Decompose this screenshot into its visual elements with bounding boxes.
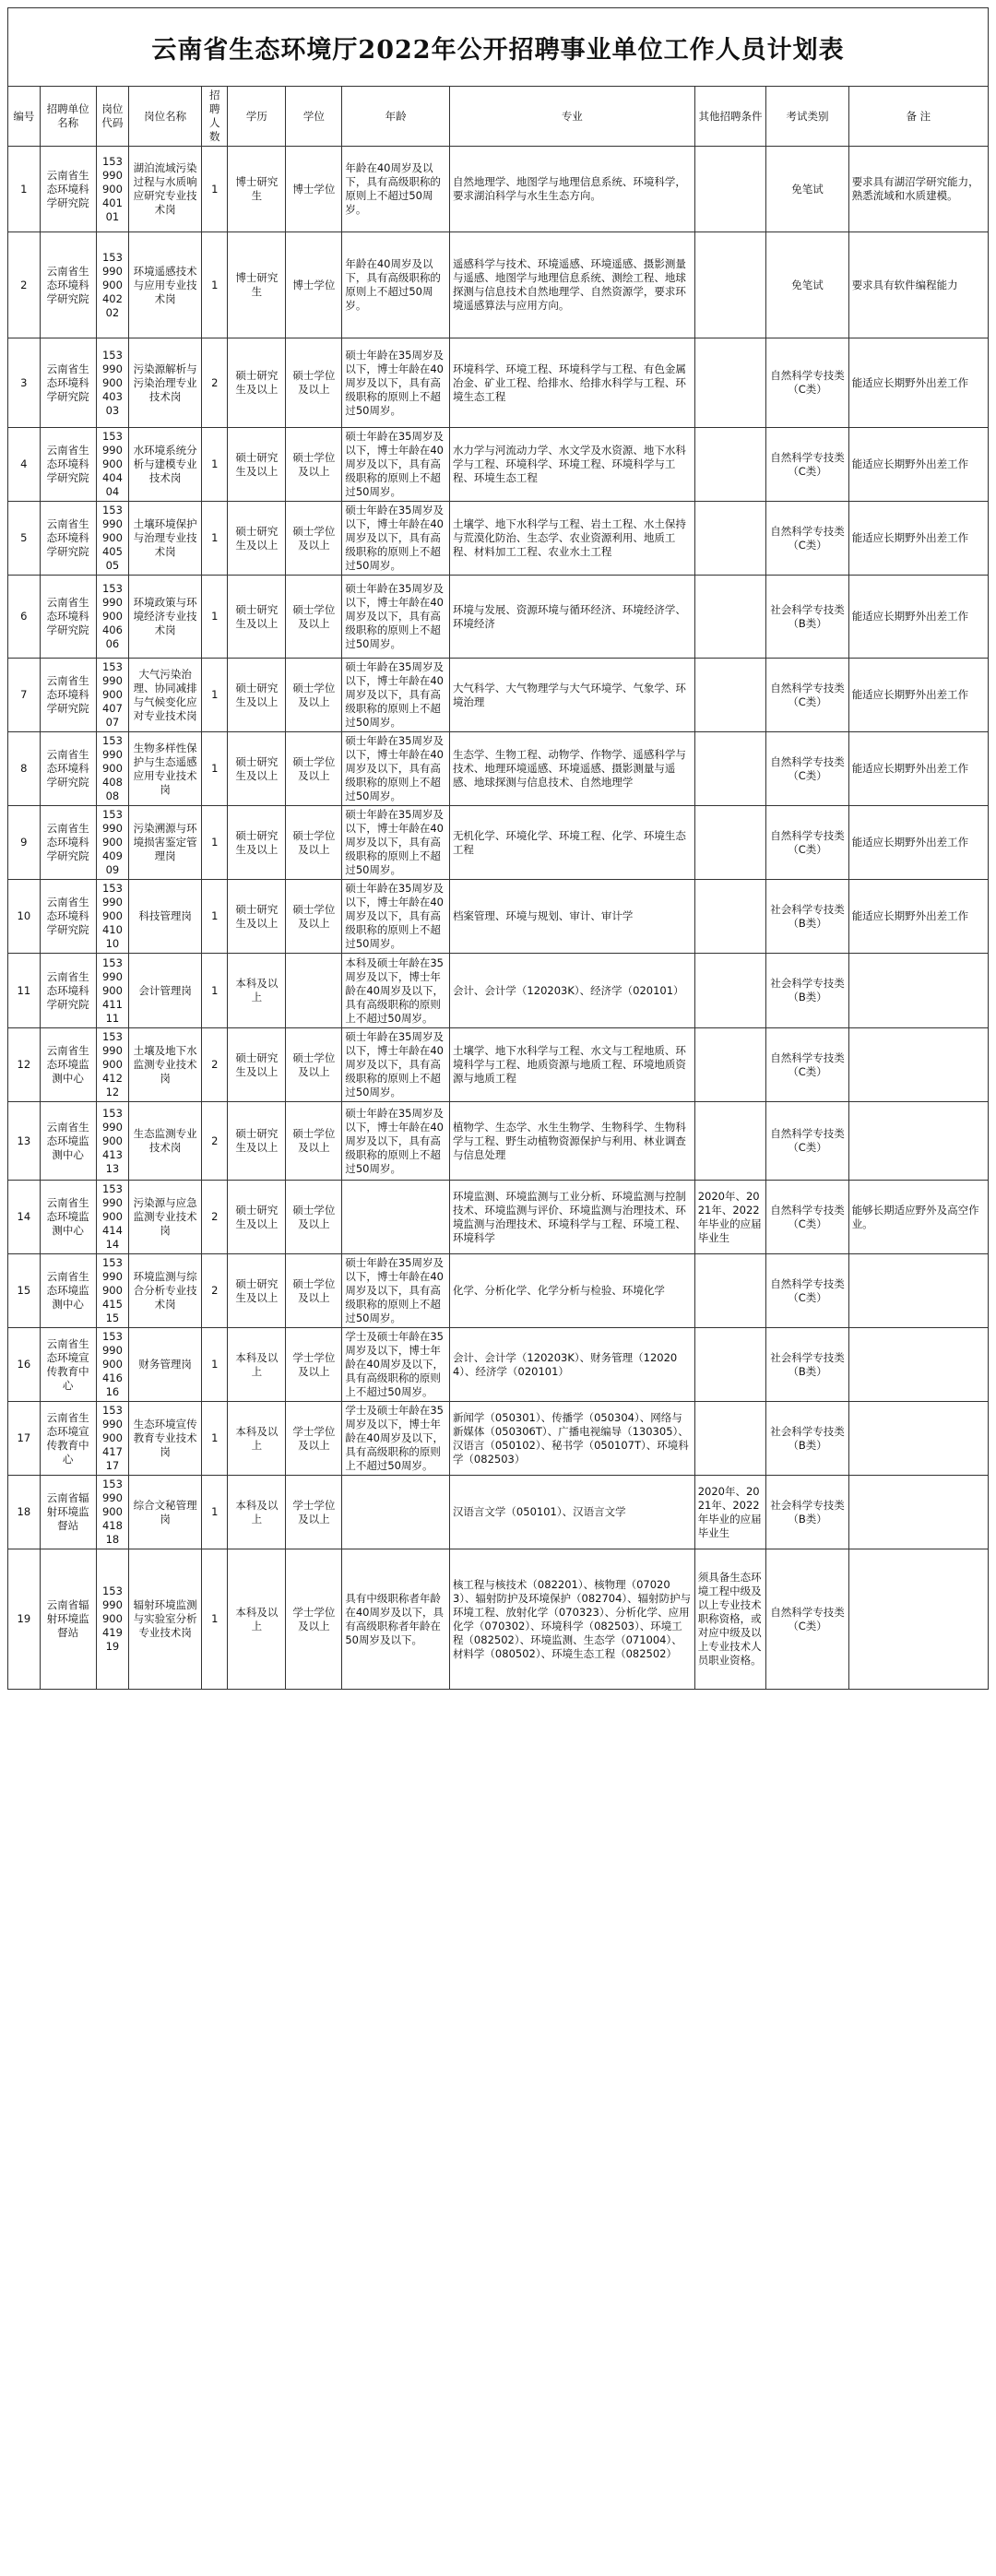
cell-num: 1 — [202, 576, 228, 659]
cell-unit: 云南省生态环境科学研究院 — [40, 576, 96, 659]
cell-exam: 自然科学专技类（C类） — [766, 1028, 848, 1102]
cell-id: 8 — [8, 732, 41, 806]
cell-education: 硕士研究生及以上 — [228, 338, 286, 428]
cell-other — [694, 1028, 766, 1102]
cell-code: 15399090040202 — [96, 232, 129, 338]
cell-age — [342, 1181, 450, 1254]
cell-code: 15399090040404 — [96, 428, 129, 502]
cell-note — [848, 1476, 988, 1549]
cell-degree: 硕士学位及以上 — [286, 1102, 342, 1181]
cell-age: 学士及硕士年龄在35周岁及以下，博士年龄在40周岁及以下，具有高级职称的原则上不超过50周岁。 — [342, 1328, 450, 1402]
cell-other — [694, 1102, 766, 1181]
cell-age: 硕士年龄在35周岁及以下，博士年龄在40周岁及以下，具有高级职称的原则上不超过50周岁。 — [342, 502, 450, 576]
cell-num: 1 — [202, 428, 228, 502]
table-row — [8, 1328, 989, 1402]
recruitment-plan-table — [7, 86, 989, 1690]
header-degree: 学位 — [286, 87, 342, 147]
cell-unit: 云南省生态环境科学研究院 — [40, 880, 96, 954]
cell-code: 15399090041313 — [96, 1102, 129, 1181]
cell-post: 污染源解析与污染治理专业技术岗 — [129, 338, 202, 428]
cell-other: 2020年、2021年、2022年毕业的应届毕业生 — [694, 1476, 766, 1549]
cell-unit: 云南省生态环境科学研究院 — [40, 338, 96, 428]
cell-education: 硕士研究生及以上 — [228, 502, 286, 576]
cell-major: 土壤学、地下水科学与工程、岩土工程、水土保持与荒漠化防治、生态学、农业资源利用、地质工程、材料加工工程、农业水土工程 — [449, 502, 694, 576]
cell-unit: 云南省生态环境监测中心 — [40, 1028, 96, 1102]
cell-age: 本科及硕士年龄在35周岁及以下，博士年龄在40周岁及以下，具有高级职称的原则上不超过50周岁。 — [342, 954, 450, 1028]
cell-code: 15399090040606 — [96, 576, 129, 659]
cell-degree: 硕士学位及以上 — [286, 1028, 342, 1102]
table-body — [8, 147, 989, 1690]
cell-id: 3 — [8, 338, 41, 428]
cell-other — [694, 880, 766, 954]
cell-note: 能适应长期野外出差工作 — [848, 338, 988, 428]
cell-major: 档案管理、环境与规划、审计、审计学 — [449, 880, 694, 954]
cell-id: 11 — [8, 954, 41, 1028]
cell-note: 能够长期适应野外及高空作业。 — [848, 1181, 988, 1254]
cell-code: 15399090041616 — [96, 1328, 129, 1402]
cell-major: 植物学、生态学、水生生物学、生物科学、生物科学与工程、野生动植物资源保护与利用、林业调查与信息处理 — [449, 1102, 694, 1181]
cell-age: 学士及硕士年龄在35周岁及以下，博士年龄在40周岁及以下，具有高级职称的原则上不超过50周岁。 — [342, 1402, 450, 1476]
cell-exam: 自然科学专技类（C类） — [766, 502, 848, 576]
cell-degree: 博士学位 — [286, 147, 342, 232]
cell-num: 1 — [202, 659, 228, 732]
cell-age: 硕士年龄在35周岁及以下，博士年龄在40周岁及以下，具有高级职称的原则上不超过50周岁。 — [342, 428, 450, 502]
cell-id: 9 — [8, 806, 41, 880]
cell-note: 能适应长期野外出差工作 — [848, 880, 988, 954]
cell-id: 17 — [8, 1402, 41, 1476]
cell-age: 硕士年龄在35周岁及以下，博士年龄在40周岁及以下，具有高级职称的原则上不超过50周岁。 — [342, 806, 450, 880]
cell-num: 2 — [202, 1181, 228, 1254]
table-row — [8, 1181, 989, 1254]
cell-exam: 自然科学专技类（C类） — [766, 806, 848, 880]
cell-education: 硕士研究生及以上 — [228, 1254, 286, 1328]
cell-post: 环境政策与环境经济专业技术岗 — [129, 576, 202, 659]
cell-exam: 社会科学专技类（B类） — [766, 576, 848, 659]
cell-num: 2 — [202, 1102, 228, 1181]
cell-degree: 学士学位及以上 — [286, 1328, 342, 1402]
table-row — [8, 428, 989, 502]
cell-num: 2 — [202, 338, 228, 428]
table-row — [8, 502, 989, 576]
cell-code: 15399090041717 — [96, 1402, 129, 1476]
cell-id: 14 — [8, 1181, 41, 1254]
cell-degree: 学士学位及以上 — [286, 1549, 342, 1690]
cell-note: 能适应长期野外出差工作 — [848, 428, 988, 502]
cell-education: 硕士研究生及以上 — [228, 1028, 286, 1102]
cell-major: 自然地理学、地图学与地理信息系统、环境科学，要求湖泊科学与水生生态方向。 — [449, 147, 694, 232]
cell-note: 要求具有湖沼学研究能力，熟悉流域和水质建模。 — [848, 147, 988, 232]
cell-education: 硕士研究生及以上 — [228, 576, 286, 659]
cell-post: 财务管理岗 — [129, 1328, 202, 1402]
cell-unit: 云南省生态环境科学研究院 — [40, 954, 96, 1028]
cell-code: 15399090041515 — [96, 1254, 129, 1328]
cell-code: 15399090040707 — [96, 659, 129, 732]
cell-id: 19 — [8, 1549, 41, 1690]
cell-code: 15399090041111 — [96, 954, 129, 1028]
cell-age: 硕士年龄在35周岁及以下，博士年龄在40周岁及以下，具有高级职称的原则上不超过50周岁。 — [342, 1028, 450, 1102]
table-row — [8, 1476, 989, 1549]
table-row — [8, 147, 989, 232]
cell-other — [694, 806, 766, 880]
cell-note: 能适应长期野外出差工作 — [848, 576, 988, 659]
cell-education: 博士研究生 — [228, 232, 286, 338]
cell-code: 15399090040808 — [96, 732, 129, 806]
table-row — [8, 1254, 989, 1328]
cell-note — [848, 1028, 988, 1102]
cell-other — [694, 1402, 766, 1476]
cell-major: 遥感科学与技术、环境遥感、环境遥感、摄影测量与遥感、地图学与地理信息系统、测绘工程、地球探测与信息技术自然地理学、自然资源学，要求环境遥感算法与应用方向。 — [449, 232, 694, 338]
cell-post: 大气污染治理、协同减排与气候变化应对专业技术岗 — [129, 659, 202, 732]
cell-note — [848, 1328, 988, 1402]
cell-unit: 云南省生态环境监测中心 — [40, 1254, 96, 1328]
table-row — [8, 1402, 989, 1476]
table-row — [8, 576, 989, 659]
cell-post: 环境遥感技术与应用专业技术岗 — [129, 232, 202, 338]
cell-degree: 硕士学位及以上 — [286, 502, 342, 576]
cell-unit: 云南省生态环境监测中心 — [40, 1181, 96, 1254]
cell-age: 硕士年龄在35周岁及以下，博士年龄在40周岁及以下，具有高级职称的原则上不超过50周岁。 — [342, 659, 450, 732]
cell-major: 核工程与核技术（082201）、核物理（070203）、辐射防护及环境保护（082704）、辐射防护与环境工程、放射化学（070323）、分析化学、应用化学（070302）、环境科学（082503）、环境工程（082502）、环境监测、生态学（071004）、材料学（080502）、环境生态工程（082502） — [449, 1549, 694, 1690]
cell-major: 环境与发展、资源环境与循环经济、环境经济学、环境经济 — [449, 576, 694, 659]
cell-degree: 硕士学位及以上 — [286, 659, 342, 732]
table-row — [8, 880, 989, 954]
cell-post: 污染源与应急监测专业技术岗 — [129, 1181, 202, 1254]
cell-unit: 云南省生态环境宣传教育中心 — [40, 1328, 96, 1402]
cell-age — [342, 1476, 450, 1549]
cell-major: 汉语言文学（050101）、汉语言文学 — [449, 1476, 694, 1549]
cell-degree: 硕士学位及以上 — [286, 880, 342, 954]
header-num: 招聘人数 — [202, 87, 228, 147]
cell-code: 15399090041919 — [96, 1549, 129, 1690]
cell-num: 1 — [202, 1328, 228, 1402]
cell-note — [848, 954, 988, 1028]
cell-degree: 硕士学位及以上 — [286, 732, 342, 806]
cell-age: 硕士年龄在35周岁及以下，博士年龄在40周岁及以下，具有高级职称的原则上不超过50周岁。 — [342, 338, 450, 428]
cell-post: 生物多样性保护与生态遥感应用专业技术岗 — [129, 732, 202, 806]
cell-exam: 社会科学专技类（B类） — [766, 1328, 848, 1402]
cell-age: 硕士年龄在35周岁及以下，博士年龄在40周岁及以下，具有高级职称的原则上不超过50周岁。 — [342, 1254, 450, 1328]
cell-num: 1 — [202, 1402, 228, 1476]
cell-education: 硕士研究生及以上 — [228, 659, 286, 732]
cell-other — [694, 1254, 766, 1328]
cell-education: 本科及以上 — [228, 1402, 286, 1476]
cell-exam: 免笔试 — [766, 232, 848, 338]
header-major: 专业 — [449, 87, 694, 147]
cell-id: 4 — [8, 428, 41, 502]
cell-post: 土壤及地下水监测专业技术岗 — [129, 1028, 202, 1102]
cell-code: 15399090041212 — [96, 1028, 129, 1102]
cell-degree: 硕士学位及以上 — [286, 338, 342, 428]
cell-major: 会计、会计学（120203K）、经济学（020101） — [449, 954, 694, 1028]
cell-major: 新闻学（050301）、传播学（050304）、网络与新媒体（050306T）、广播电视编导（130305）、汉语言（050102）、秘书学（050107T）、环境科学（082503） — [449, 1402, 694, 1476]
cell-num: 1 — [202, 732, 228, 806]
cell-degree: 学士学位及以上 — [286, 1476, 342, 1549]
cell-id: 2 — [8, 232, 41, 338]
cell-exam: 自然科学专技类（C类） — [766, 1549, 848, 1690]
cell-major: 会计、会计学（120203K）、财务管理（120204）、经济学（020101） — [449, 1328, 694, 1402]
cell-post: 环境监测与综合分析专业技术岗 — [129, 1254, 202, 1328]
cell-post: 生态监测专业技术岗 — [129, 1102, 202, 1181]
cell-num: 2 — [202, 1028, 228, 1102]
cell-id: 10 — [8, 880, 41, 954]
cell-major: 大气科学、大气物理学与大气环境学、气象学、环境治理 — [449, 659, 694, 732]
cell-code: 15399090040303 — [96, 338, 129, 428]
cell-post: 水环境系统分析与建模专业技术岗 — [129, 428, 202, 502]
cell-age: 年龄在40周岁及以下，具有高级职称的原则上不超过50周岁。 — [342, 232, 450, 338]
cell-age: 年龄在40周岁及以下，具有高级职称的原则上不超过50周岁。 — [342, 147, 450, 232]
cell-age: 硕士年龄在35周岁及以下，博士年龄在40周岁及以下，具有高级职称的原则上不超过50周岁。 — [342, 732, 450, 806]
cell-education: 博士研究生 — [228, 147, 286, 232]
cell-major: 水力学与河流动力学、水文学及水资源、地下水科学与工程、环境科学、环境工程、环境科学与工程、环境生态工程 — [449, 428, 694, 502]
cell-education: 本科及以上 — [228, 1549, 286, 1690]
cell-post: 会计管理岗 — [129, 954, 202, 1028]
cell-id: 12 — [8, 1028, 41, 1102]
table-row — [8, 1028, 989, 1102]
header-id: 编号 — [8, 87, 41, 147]
cell-note: 能适应长期野外出差工作 — [848, 659, 988, 732]
cell-major: 环境监测、环境监测与工业分析、环境监测与控制技术、环境监测与评价、环境监测与治理技术、环境监测与治理技术、环境科学与工程、环境工程、环境科学 — [449, 1181, 694, 1254]
cell-exam: 社会科学专技类（B类） — [766, 1402, 848, 1476]
cell-education: 本科及以上 — [228, 1476, 286, 1549]
table-row — [8, 232, 989, 338]
cell-exam: 社会科学专技类（B类） — [766, 1476, 848, 1549]
cell-other — [694, 576, 766, 659]
document-page — [7, 7, 989, 1690]
table-row — [8, 954, 989, 1028]
cell-code: 15399090041010 — [96, 880, 129, 954]
cell-education: 硕士研究生及以上 — [228, 806, 286, 880]
cell-education: 硕士研究生及以上 — [228, 428, 286, 502]
cell-degree: 硕士学位及以上 — [286, 806, 342, 880]
cell-num: 1 — [202, 880, 228, 954]
cell-post: 辐射环境监测与实验室分析专业技术岗 — [129, 1549, 202, 1690]
header-education: 学历 — [228, 87, 286, 147]
cell-note: 能适应长期野外出差工作 — [848, 502, 988, 576]
cell-other: 2020年、2021年、2022年毕业的应届毕业生 — [694, 1181, 766, 1254]
cell-degree: 学士学位及以上 — [286, 1402, 342, 1476]
table-row — [8, 1549, 989, 1690]
cell-num: 1 — [202, 806, 228, 880]
cell-note: 要求具有软件编程能力 — [848, 232, 988, 338]
cell-num: 1 — [202, 502, 228, 576]
cell-unit: 云南省生态环境科学研究院 — [40, 232, 96, 338]
cell-code: 15399090040505 — [96, 502, 129, 576]
cell-post: 生态环境宣传教育专业技术岗 — [129, 1402, 202, 1476]
cell-num: 1 — [202, 1549, 228, 1690]
cell-degree: 硕士学位及以上 — [286, 1254, 342, 1328]
cell-major: 生态学、生物工程、动物学、作物学、遥感科学与技术、地理环境遥感、环境遥感、摄影测量与遥感、地球探测与信息技术、自然地理学 — [449, 732, 694, 806]
cell-exam: 自然科学专技类（C类） — [766, 1102, 848, 1181]
cell-other — [694, 1328, 766, 1402]
table-row — [8, 806, 989, 880]
cell-note: 能适应长期野外出差工作 — [848, 732, 988, 806]
cell-major: 无机化学、环境化学、环境工程、化学、环境生态工程 — [449, 806, 694, 880]
cell-major: 环境科学、环境工程、环境科学与工程、有色金属冶金、矿业工程、给排水、给排水科学与工程、环境生态工程 — [449, 338, 694, 428]
cell-unit: 云南省辐射环境监督站 — [40, 1476, 96, 1549]
cell-id: 5 — [8, 502, 41, 576]
cell-post: 污染溯源与环境损害鉴定管理岗 — [129, 806, 202, 880]
cell-exam: 自然科学专技类（C类） — [766, 732, 848, 806]
cell-degree: 硕士学位及以上 — [286, 1181, 342, 1254]
header-exam: 考试类别 — [766, 87, 848, 147]
header-note: 备 注 — [848, 87, 988, 147]
cell-degree: 博士学位 — [286, 232, 342, 338]
cell-exam: 自然科学专技类（C类） — [766, 338, 848, 428]
cell-other — [694, 732, 766, 806]
header-age: 年龄 — [342, 87, 450, 147]
cell-code: 15399090040101 — [96, 147, 129, 232]
cell-exam: 社会科学专技类（B类） — [766, 954, 848, 1028]
cell-degree: 硕士学位及以上 — [286, 428, 342, 502]
cell-unit: 云南省生态环境监测中心 — [40, 1102, 96, 1181]
cell-major: 化学、分析化学、化学分析与检验、环境化学 — [449, 1254, 694, 1328]
cell-unit: 云南省生态环境科学研究院 — [40, 147, 96, 232]
header-unit: 招聘单位名称 — [40, 87, 96, 147]
cell-code: 15399090040909 — [96, 806, 129, 880]
cell-num: 1 — [202, 147, 228, 232]
table-row — [8, 338, 989, 428]
table-row — [8, 732, 989, 806]
cell-unit: 云南省生态环境科学研究院 — [40, 428, 96, 502]
cell-age: 具有中级职称者年龄在40周岁及以下，具有高级职称者年龄在50周岁及以下。 — [342, 1549, 450, 1690]
cell-age: 硕士年龄在35周岁及以下，博士年龄在40周岁及以下，具有高级职称的原则上不超过50周岁。 — [342, 576, 450, 659]
header-row — [8, 87, 989, 147]
cell-id: 16 — [8, 1328, 41, 1402]
cell-note — [848, 1254, 988, 1328]
table-row — [8, 659, 989, 732]
cell-exam: 自然科学专技类（C类） — [766, 428, 848, 502]
cell-exam: 自然科学专技类（C类） — [766, 1254, 848, 1328]
cell-other — [694, 147, 766, 232]
document-title: 云南省生态环境厅2022年公开招聘事业单位工作人员计划表 — [7, 7, 989, 86]
cell-other — [694, 954, 766, 1028]
cell-note — [848, 1549, 988, 1690]
cell-unit: 云南省生态环境科学研究院 — [40, 659, 96, 732]
cell-major: 土壤学、地下水科学与工程、水文与工程地质、环境科学与工程、地质资源与地质工程、环境地质资源与地质工程 — [449, 1028, 694, 1102]
cell-id: 15 — [8, 1254, 41, 1328]
cell-education: 硕士研究生及以上 — [228, 1102, 286, 1181]
cell-unit: 云南省生态环境宣传教育中心 — [40, 1402, 96, 1476]
cell-id: 6 — [8, 576, 41, 659]
cell-post: 综合文秘管理岗 — [129, 1476, 202, 1549]
header-other: 其他招聘条件 — [694, 87, 766, 147]
cell-id: 13 — [8, 1102, 41, 1181]
cell-post: 土壤环境保护与治理专业技术岗 — [129, 502, 202, 576]
cell-note: 能适应长期野外出差工作 — [848, 806, 988, 880]
table-row — [8, 1102, 989, 1181]
cell-code: 15399090041414 — [96, 1181, 129, 1254]
table-header — [8, 87, 989, 147]
cell-exam: 自然科学专技类（C类） — [766, 1181, 848, 1254]
cell-age: 硕士年龄在35周岁及以下，博士年龄在40周岁及以下，具有高级职称的原则上不超过50周岁。 — [342, 1102, 450, 1181]
cell-unit: 云南省生态环境科学研究院 — [40, 806, 96, 880]
cell-num: 2 — [202, 1254, 228, 1328]
cell-other — [694, 659, 766, 732]
cell-age: 硕士年龄在35周岁及以下，博士年龄在40周岁及以下，具有高级职称的原则上不超过50周岁。 — [342, 880, 450, 954]
cell-id: 7 — [8, 659, 41, 732]
cell-post: 科技管理岗 — [129, 880, 202, 954]
header-code: 岗位代码 — [96, 87, 129, 147]
cell-unit: 云南省辐射环境监督站 — [40, 1549, 96, 1690]
cell-exam: 免笔试 — [766, 147, 848, 232]
cell-degree: 硕士学位及以上 — [286, 576, 342, 659]
cell-education: 硕士研究生及以上 — [228, 1181, 286, 1254]
cell-exam: 社会科学专技类（B类） — [766, 880, 848, 954]
cell-other — [694, 502, 766, 576]
cell-note — [848, 1402, 988, 1476]
cell-education: 硕士研究生及以上 — [228, 732, 286, 806]
cell-id: 1 — [8, 147, 41, 232]
cell-exam: 自然科学专技类（C类） — [766, 659, 848, 732]
cell-education: 本科及以上 — [228, 954, 286, 1028]
cell-num: 1 — [202, 1476, 228, 1549]
cell-other — [694, 428, 766, 502]
cell-code: 15399090041818 — [96, 1476, 129, 1549]
cell-num: 1 — [202, 954, 228, 1028]
cell-education: 本科及以上 — [228, 1328, 286, 1402]
cell-num: 1 — [202, 232, 228, 338]
cell-note — [848, 1102, 988, 1181]
cell-id: 18 — [8, 1476, 41, 1549]
cell-degree — [286, 954, 342, 1028]
cell-education: 硕士研究生及以上 — [228, 880, 286, 954]
header-post: 岗位名称 — [129, 87, 202, 147]
cell-other: 须具备生态环境工程中级及以上专业技术职称资格，或对应中级及以上专业技术人员职业资格。 — [694, 1549, 766, 1690]
cell-other — [694, 232, 766, 338]
cell-unit: 云南省生态环境科学研究院 — [40, 732, 96, 806]
cell-other — [694, 338, 766, 428]
cell-post: 湖泊流域污染过程与水质响应研究专业技术岗 — [129, 147, 202, 232]
cell-unit: 云南省生态环境科学研究院 — [40, 502, 96, 576]
